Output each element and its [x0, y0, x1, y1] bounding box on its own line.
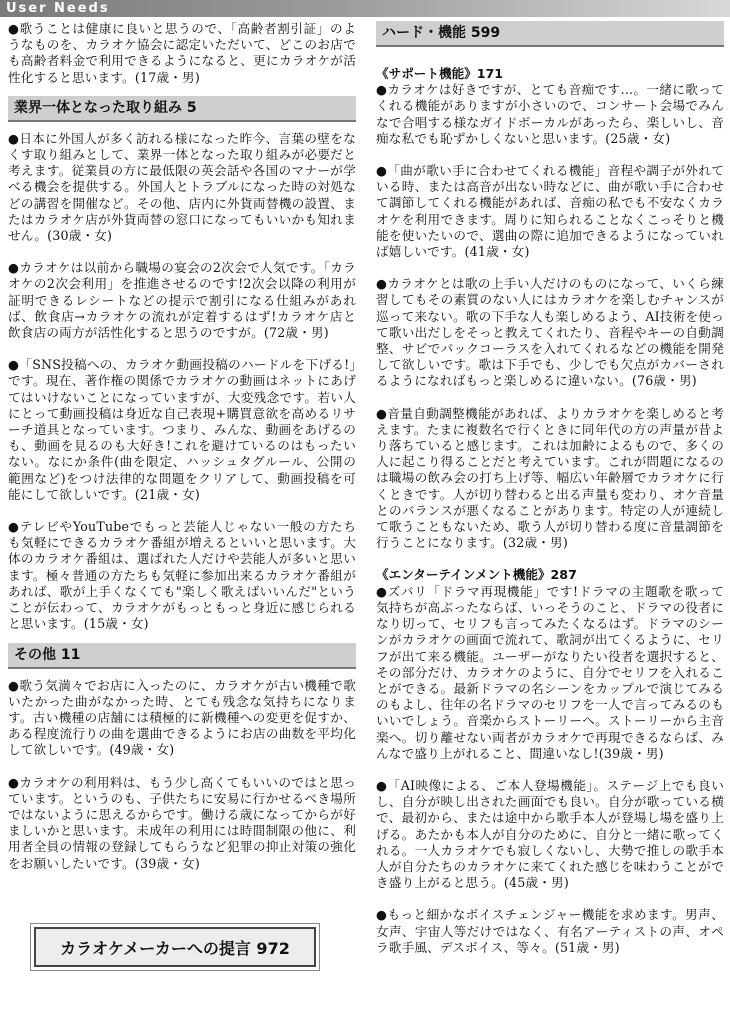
comment-paragraph: ●もっと細かなボイスチェンジャー機能を求めます。男声、女声、宇宙人等だけではなく、有名アーティストの声、オペラ歌手風、デスボイス、等々。(51歳・男) [376, 907, 724, 955]
header-bar [0, 0, 730, 17]
section-heading-other: その他 11 [8, 643, 356, 669]
subheading-support: 《サポート機能》171 [376, 66, 504, 81]
subheading-entertainment: 《エンターテインメント機能》287 [376, 567, 577, 583]
section-heading-hardware: ハード・機能 599 [376, 21, 724, 47]
right-column [376, 21, 724, 956]
comment-paragraph: ●カラオケは好きですが、とても音痴です…。一緒に歌ってくれる機能がありますが小さいので、コンサート会場でみんなで合唱する様なガイドボーカルがあったら、楽しいし、音痴な私でも恥ずかしくないと思います。(25歳・女) [376, 82, 724, 146]
comment-paragraph: ●「曲が歌い手に合わせてくれる機能」音程や調子が外れている時、または高音が出ない時などに、曲が歌い手に合わせて調節してくれる機能があれば、音痴の私でも不安なくカラオケを利用できます。周りに知られることなくこっそりと機能を使いたいので、選曲の際に追加できるようになっていれば嬉しいです。(41歳・女) [376, 163, 724, 260]
proposal-box: カラオケメーカーへの提言 972 [34, 927, 316, 967]
brand-title: User Needs [6, 1, 110, 16]
comment-paragraph: ●テレビやYouTubeでもっと芸能人じゃない一般の方たちも気軽にできるカラオケ番組が増えるといいと思います。大体のカラオケ番組は、選ばれた人だけや芸能人が多いと思います。極々普通の方たちも気軽に参加出来るカラオケ番組があれば、歌が上手くなくても"楽しく歌えばいいんだ"ということが伝わって、カラオケがもっともっと身近に感じられると思います。(15歳・女) [8, 519, 356, 632]
comment-paragraph: ●音量自動調整機能があれば、よりカラオケを楽しめると考えます。たまに複数名で行くときに同年代の方の声量が昔より落ちていると感じます。これは加齢によるもので、多くの人に起こり得ることだと考えています。これが問題になるのは職場の飲み会の打ち上げ等、幅広い年齢層でカラオケに行くときです。人が切り替わると出る声量も変わり、オケ音量とのバランスが悪くなることがあります。特定の人が連続して歌うこともないため、歌う人が切り替わる度に音量調節を行うことになります。(32歳・男) [376, 405, 724, 551]
comment-paragraph: ●ズバリ「ドラマ再現機能」です!ドラマの主題歌を歌って気持ちが高ぶったならば、いっそうのこと、ドラマの役者になり切って、セリフも言ってみたくなるはず。ドラマのシーンがカラオケの画面で流れて、歌詞が出てくるように、セリフが出て来る機能。ユーザーがなりたい役者を選択すると、その部分だけ、カラオケのように、自分でセリフを入れることができる。最新ドラマの名シーンをカップルで演じてみるのもよし、往年の名ドラマのセリフを一人で言ってみるのもいいでしょう。音楽からストーリーへ。ストーリーから主音楽へ。切り離せない両者がカラオケで再現できるならば、みんなで盛り上がれること、間違いなし!(39歳・男) [376, 583, 724, 761]
intro-paragraph: ●歌うことは健康に良いと思うので、「高齢者割引証」のようなものを、カラオケ協会に認定いただいて、どこのお店でも高齢者料金で利用できるようになると、更にカラオケが活性化すると思います。(17歳・男) [8, 21, 356, 85]
comment-paragraph: ●カラオケとは歌の上手い人だけのものになって、いくら練習してもその素質のない人にはカラオケを楽しむチャンスが巡って来ない。歌の下手な人も楽しめるよう、AI技術を使って歌い出だしをそっと教えてくれたり、音程やキーの自動調整、サビでバックコーラスを入れてくれるなどの機能を開発して欲しいです。歌は下手でも、少しでも欠点がカバーされるようになればもっと楽しめるに違いない。(76歳・男) [376, 276, 724, 389]
comment-paragraph: ●カラオケの利用料は、もう少し高くてもいいのではと思っています。というのも、子供たちに安易に行かせるべき場所ではないように思えるからです。働ける歳になってからが好ましいかと思います。未成年の利用には時間制限の他に、利用者全員の情報の登録してもらうなど犯罪の抑止対策の強化をお願いしたいです。(39歳・女) [8, 774, 356, 871]
left-column [8, 21, 356, 872]
comment-paragraph: ●日本に外国人が多く訪れる様になった昨今、言葉の壁をなくす取り組みとして、業界一体となった取り組みが必要だと考えます。従業員の方に最低限の英会話や各国のマナーが学べる機会を提供する。外国人とトラブルになった時の対処などの講習を開催など。その他、店内に外貨両替機の設置、またはカラオケ店が外貨両替の窓口になってもいいかも知れません。(30歳・女) [8, 130, 356, 244]
comment-paragraph: ●歌う気満々でお店に入ったのに、カラオケが古い機種で歌いたかった曲がなかった時、とても残念な気持ちになります。古い機種の店舗には積極的に新機種への変更を促すか、ある程度流行りの曲を選曲できるようにお店の曲数を平均化して欲しいです。(49歳・女) [8, 677, 356, 758]
comment-paragraph: ●「AI映像による、ご本人登場機能」。ステージ上でも良いし、自分が映し出された画面でも良い。自分が歌っている横で、最初から、または途中から歌手本人が登場し場を盛り上げる。あたかも本人が自分のために、自分と一緒に歌ってくれる。一人カラオケでも寂しくないし、大勢で推しの歌手本人が自分たちのカラオケに来てくれた感じを味わうことができ盛り上がると思う。(45歳・男) [376, 777, 724, 891]
section-heading-industry: 業界一体となった取り組み 5 [8, 96, 356, 122]
comment-paragraph: ●カラオケは以前から職場の宴会の2次会で人気です。「カラオケの2次会利用」を推進させるのです!2次会以降の利用が証明できるレシートなどの提示で割引になる仕組みがあれば、飲食店→カラオケの流れが定着するはず!カラオケ店と飲食店の両方が活性化すると思うのですが。(72歳・男) [8, 260, 356, 341]
comment-paragraph: ●「SNS投稿への、カラオケ動画投稿のハードルを下げる!」です。現在、著作権の関係でカラオケの動画はネットにあげてはいけないことになっていますが、大変残念です。若い人にとって動画投稿は身近な自己表現+購買意欲を高めるリサーチ道具となっています。つまり、みんな、動画をあげるのも、動画を見るのも大好き!これを避けているのはもったいない。なにか条件(曲を限定、ハッシュタグルール、公開の範囲など)をつけ法律的な問題をクリアして、動画投稿を可能にして欲しいです。(21歳・女) [8, 357, 356, 502]
